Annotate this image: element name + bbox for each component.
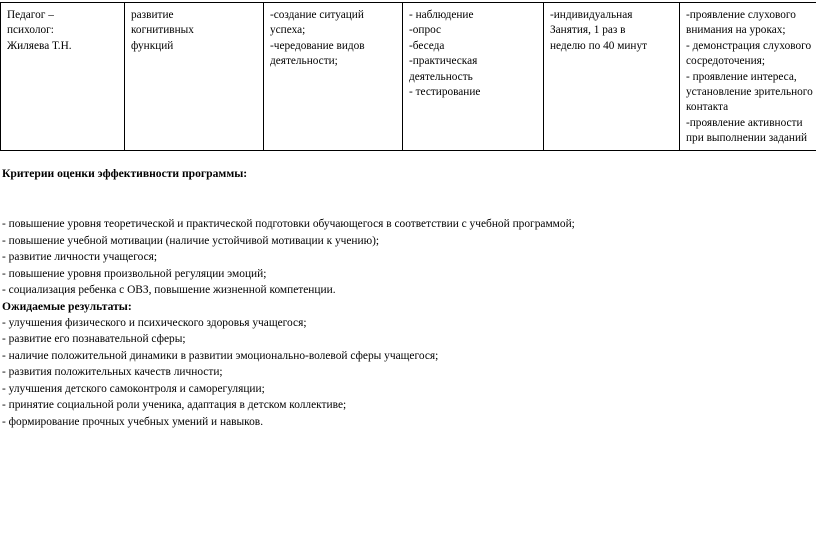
cell-line: внимания на уроках; [686,24,786,37]
program-table-container [0,2,816,151]
list-item: - улучшения физического и психического здоровья учащегося; [2,316,307,329]
cell-line: - проявление интереса, [686,70,797,83]
cell-line: -чередование видов [270,39,365,52]
criteria-heading: Критерии оценки эффективности программы: [2,167,248,180]
document-body [2,166,814,430]
program-table [0,2,816,151]
table-row [1,3,816,151]
cell-line: -проявление слухового [686,9,796,21]
table-cell-schedule [544,3,680,151]
cell-line: контакта [686,101,729,114]
cell-line: деятельности; [270,55,338,68]
list-item: - повышение учебной мотивации (наличие устойчивой мотивации к учению); [2,234,380,247]
table-cell-specialist [1,3,125,151]
list-item: - наличие положительной динамики в развитии эмоционально-волевой сферы учащегося; [2,349,439,362]
list-item: - социализация ребенка с ОВЗ, повышение жизненной компетенции. [2,284,336,296]
expected-results-heading: Ожидаемые результаты: [2,299,132,313]
cell-line: успеха; [270,24,306,37]
cell-line: -беседа [409,39,445,52]
table-cell-results [680,3,816,151]
cell-line: - тестирование [409,86,481,99]
paragraph-spacer [2,182,814,216]
cell-line: -практическая [409,55,478,68]
cell-line: когнитивных [131,24,194,37]
cell-line: развитие [131,9,174,21]
cell-line: Педагог – [7,9,54,21]
list-item: - развитие его познавательной сферы; [2,333,186,345]
list-item: - развитие личности учащегося; [2,251,158,263]
table-cell-forms [403,3,544,151]
expected-results-list [2,315,814,431]
cell-line: -опрос [409,24,442,37]
list-item: - повышение уровня произвольной регуляции эмоций; [2,267,267,280]
cell-line: -индивидуальная [550,9,633,21]
cell-line: -проявление активности [686,116,803,129]
cell-line: - наблюдение [409,9,474,21]
list-item: - повышение уровня теоретической и практической подготовки обучающегося в соответствии с учебной программой; [2,218,575,230]
cell-line: сосредоточения; [686,55,765,68]
cell-line: при выполнении заданий [686,132,808,145]
list-item: - формирование прочных учебных умений и навыков. [2,415,264,428]
cell-line: неделю по 40 минут [550,39,648,52]
cell-line: Жиляева Т.Н. [7,39,72,52]
cell-line: психолог: [7,24,54,37]
table-cell-направление [125,3,264,151]
table-cell-methods [264,3,403,151]
cell-line: деятельность [409,70,473,83]
criteria-list [2,216,814,299]
cell-line: - демонстрация слухового [686,39,812,52]
list-item: - принятие социальной роли ученика, адаптация в детском коллективе; [2,399,347,411]
cell-line: установление зрительного [686,86,813,99]
cell-line: Занятия, 1 раз в [550,24,626,37]
cell-line: -создание ситуаций [270,9,364,21]
list-item: - развития положительных качеств личности; [2,366,223,378]
cell-line: функций [131,39,174,52]
list-item: - улучшения детского самоконтроля и саморегуляции; [2,382,265,395]
